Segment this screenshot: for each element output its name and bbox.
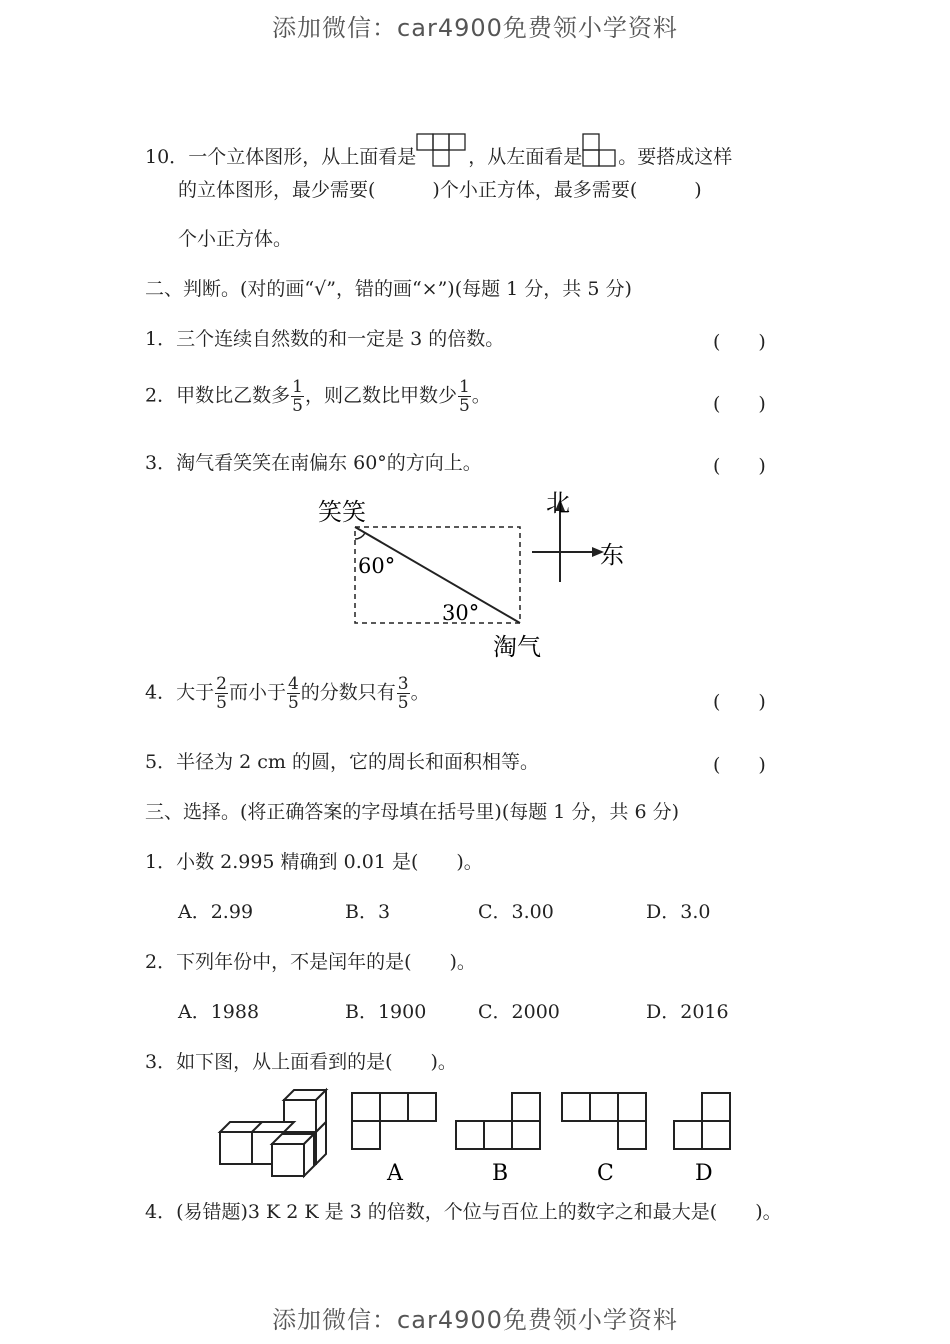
judge-answer-blank-1[interactable]: ( ) [713, 331, 766, 353]
judge-item-text: 。 [410, 681, 430, 704]
judge-item-number: 3． [145, 452, 177, 474]
choice-q1-option-b[interactable]: B．3 [345, 901, 391, 923]
judge-item-text: 甲数比乙数多 [176, 384, 291, 407]
judge-answer-blank-5[interactable]: ( ) [713, 754, 766, 776]
top-view-figure [416, 133, 468, 167]
fraction: $\frac{4}{5}$ [287, 674, 299, 713]
judge-item-text: ，则乙数比甲数少 [304, 384, 457, 407]
choice-q1-option-d[interactable]: D．3.0 [646, 901, 711, 923]
option-label-b: B [492, 1161, 509, 1186]
judge-item-text: 。 [471, 384, 491, 407]
angle-arc-top [355, 533, 365, 539]
judge-item-text: 的分数只有 [300, 681, 396, 704]
choice-q2-text: 2．下列年份中，不是闰年的是( )。 [145, 951, 476, 973]
judge-answer-blank-4[interactable]: ( ) [713, 691, 766, 713]
direction-diagram [310, 485, 640, 665]
choice-q4-text: 4．(易错题)3 K 2 K 是 3 的倍数，个位与百位上的数字之和最大是( )。 [145, 1201, 782, 1223]
choice-q2-option-c[interactable]: C．2000 [478, 1001, 560, 1023]
q10-line1 [145, 133, 732, 169]
angle-60-label: 60° [358, 554, 396, 578]
judge-item-2 [145, 378, 491, 415]
judge-item-number: 4． [145, 681, 177, 704]
q10-text-part3: 。要搭成这样 [618, 146, 733, 168]
fraction: $\frac{2}{5}$ [216, 674, 227, 713]
judge-item-1 [145, 327, 504, 351]
choice-q1-text: 1．小数 2.995 精确到 0.01 是( )。 [145, 851, 483, 873]
judge-answer-blank-3[interactable]: ( ) [713, 455, 766, 477]
option-d-view[interactable] [674, 1093, 730, 1149]
judge-item-number: 1． [145, 328, 177, 350]
q10-line2: 的立体图形，最少需要( )个小正方体，最多需要( ) [178, 179, 702, 201]
judge-item-number: 5． [145, 751, 177, 773]
choice-q3-text: 3．如下图，从上面看到的是( )。 [145, 1051, 457, 1073]
option-label-d: D [695, 1161, 713, 1186]
section2-heading: 二、判断。(对的画“√”，错的画“×”)(每题 1 分，共 5 分) [145, 278, 632, 300]
cube-stack-figure [220, 1090, 326, 1176]
q10-text-part2: ，从左面看是 [468, 146, 583, 168]
judge-answer-blank-2[interactable]: ( ) [713, 393, 766, 415]
cube-views-figure [210, 1085, 770, 1195]
watermark-top: 添加微信：car4900免费领小学资料 [272, 14, 678, 42]
choice-q1-option-a[interactable]: A．2.99 [178, 901, 254, 923]
fraction: $\frac{1}{5}$ [292, 377, 303, 416]
q10-text-part1: 一个立体图形，从上面看是 [188, 146, 417, 168]
watermark-bottom: 添加微信：car4900免费领小学资料 [272, 1306, 678, 1334]
judge-item-text: 淘气看笑笑在南偏东 60°的方向上。 [176, 452, 482, 474]
choice-q1-option-c[interactable]: C．3.00 [478, 901, 554, 923]
q10-line3: 个小正方体。 [178, 228, 293, 250]
choice-q2-option-d[interactable]: D．2016 [646, 1001, 729, 1023]
judge-item-number: 2． [145, 384, 177, 407]
left-view-figure [582, 133, 618, 167]
judge-item-5 [145, 750, 539, 774]
option-a-view[interactable] [352, 1093, 436, 1149]
option-b-view[interactable] [456, 1093, 540, 1149]
judge-item-text: 而小于 [228, 681, 286, 704]
judge-item-text: 三个连续自然数的和一定是 3 的倍数。 [176, 328, 505, 350]
fraction: $\frac{3}{5}$ [397, 674, 409, 713]
choice-q2-option-b[interactable]: B．1900 [345, 1001, 427, 1023]
option-label-c: C [597, 1161, 614, 1186]
label-xiaoxiao: 笑笑 [318, 498, 366, 526]
section3-heading: 三、选择。(将正确答案的字母填在括号里)(每题 1 分，共 6 分) [145, 801, 679, 823]
judge-item-4 [145, 675, 430, 712]
angle-30-label: 30° [442, 601, 480, 625]
judge-item-text: 半径为 2 cm 的圆，它的周长和面积相等。 [176, 751, 539, 773]
label-north: 北 [546, 489, 570, 517]
judge-item-3 [145, 451, 482, 475]
q10-number: 10． [145, 146, 189, 168]
option-label-a: A [387, 1161, 403, 1186]
label-east: 东 [600, 541, 624, 569]
choice-q2-option-a[interactable]: A．1988 [178, 1001, 260, 1023]
label-taoqi: 淘气 [493, 633, 541, 661]
judge-item-text: 大于 [176, 681, 215, 704]
fraction: $\frac{1}{5}$ [458, 377, 470, 416]
option-c-view[interactable] [562, 1093, 646, 1149]
